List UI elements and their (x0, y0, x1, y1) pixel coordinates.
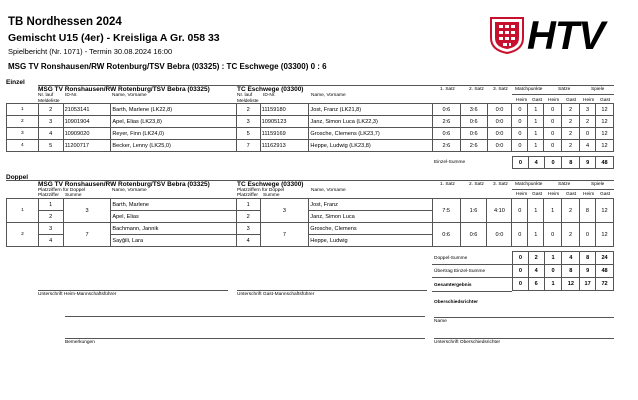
home-player-name: Reyer, Finn (LK24,0) (111, 128, 236, 140)
away-player-name: Jost, Franz (LK21,8) (309, 104, 433, 116)
set2: 0:6 (460, 116, 487, 128)
einzel-col-satz2: 2. Satz (469, 87, 484, 92)
einzel-heim-2: Heim (548, 98, 560, 103)
away-player-1: Jost, Franz (309, 199, 432, 211)
league-subtitle: Gemischt U15 (4er) - Kreisliga A Gr. 058 33 (8, 32, 220, 44)
home-platz-2: 4 (38, 235, 63, 247)
report-info: Spielbericht (Nr. 1071) - Termin 30.08.2024 16:00 (8, 47, 173, 56)
away-nr: 3 (236, 116, 260, 128)
away-platz-1: 1 (236, 199, 260, 211)
doppel-home-team: MSG TV Ronshausen/RW Rotenburg/TSV Bebra (03325) (38, 181, 210, 188)
doppel-sum-label: Doppel-Summe (434, 256, 468, 261)
doppel-carry-label: Übertrag Einzel-Summe (434, 269, 486, 274)
page-title: TB Nordhessen 2024 (8, 16, 122, 28)
doppel-heim-3: Heim (583, 192, 595, 197)
set2: 2:6 (460, 140, 487, 152)
home-nr: 2 (38, 104, 63, 116)
home-player-name: Becker, Lenny (LK25,0) (111, 140, 236, 152)
row-number: 3 (7, 128, 39, 140)
away-id: 11159169 (260, 128, 309, 140)
einzel-sum-table (512, 156, 614, 169)
doppel-row (7, 199, 614, 211)
einzel-sum-gh: 9 (580, 157, 596, 169)
match-guest: 1 (528, 140, 544, 152)
home-player-name: Apel, Elias (LK23,8) (111, 116, 236, 128)
einzel-col-saetze: Sätze (558, 87, 571, 92)
einzel-sum-gg: 48 (596, 157, 614, 169)
doppel-s1: 7:5 (432, 199, 460, 223)
einzel-sum-sg: 8 (562, 157, 580, 169)
einzel-col-spiele: Spiele (591, 87, 605, 92)
set1: 0:6 (432, 128, 460, 140)
doppel-col-satz3: 3. Satz (493, 182, 508, 187)
doppel-s2: 0:6 (460, 223, 487, 247)
home-player-2: Sayğili, Lara (111, 235, 236, 247)
doppel-row (7, 223, 614, 235)
total-gg: 72 (596, 278, 614, 291)
doppel-heim-1: Heim (516, 192, 528, 197)
row-number: 2 (7, 223, 39, 247)
away-player-2: Heppe, Ludwig (309, 235, 432, 247)
doppel-sg: 2 (562, 199, 580, 223)
carry-sh: 0 (544, 265, 562, 278)
set1: 0:6 (432, 104, 460, 116)
doppel-col-satz1: 1. Satz (440, 182, 455, 187)
einzel-sum-label: Einzel-Summe (434, 160, 466, 165)
einzel-row (7, 104, 614, 116)
total-sg: 12 (562, 278, 580, 291)
match-home: 0 (512, 104, 528, 116)
remarks-label: Bemerkungen (65, 340, 95, 345)
sets-home: 0 (544, 116, 562, 128)
einzel-row (7, 116, 614, 128)
home-id: 10901904 (63, 116, 111, 128)
home-platz-1: 1 (38, 199, 63, 211)
set3: 0:0 (487, 140, 512, 152)
referee-signature-label: Unterschrift Oberschiedsrichter (434, 340, 501, 345)
away-id: 11162913 (260, 140, 309, 152)
doppel-col-platzziffer: Platzziffer (38, 193, 59, 198)
games-home: 2 (580, 116, 596, 128)
doppel-gast-2: Gast (566, 192, 577, 197)
doppel-sum-gg: 24 (596, 252, 614, 265)
doppel-s1: 0:6 (432, 223, 460, 247)
einzel-heim-1: Heim (516, 98, 528, 103)
home-player-2: Apel, Elias (111, 211, 236, 223)
htv-logo-text: HTV (527, 14, 604, 58)
doppel-col-platz: Platzziffern für Doppel (38, 188, 86, 193)
einzel-home-team: MSG TV Ronshausen/RW Rotenburg/TSV Bebra (03325) (38, 86, 210, 93)
match-guest: 1 (528, 128, 544, 140)
doppel-away-team: TC Eschwege (03300) (237, 181, 304, 188)
doppel-col-saetze: Sätze (558, 182, 571, 187)
einzel-col-nr: Nr. lauf (38, 93, 54, 98)
set3: 0:0 (487, 104, 512, 116)
home-player-1: Bachmann, Jannik (111, 223, 236, 235)
home-captain-signature-label: Unterschrift Heim-Mannschaftsführer (38, 292, 117, 297)
sets-guest: 2 (562, 140, 580, 152)
doppel-mg: 1 (528, 223, 544, 247)
einzel-row (7, 140, 614, 152)
away-id: 11159180 (260, 104, 309, 116)
home-id: 10909020 (63, 128, 111, 140)
match-guest: 1 (528, 104, 544, 116)
games-guest: 12 (595, 104, 613, 116)
einzel-gast-2: Gast (566, 98, 577, 103)
doppel-col-summe: Summe (65, 193, 82, 198)
set1: 2:6 (432, 116, 460, 128)
away-player-2: Janz, Simon Luca (309, 211, 432, 223)
doppel-gg: 12 (595, 199, 613, 223)
away-nr: 7 (236, 140, 260, 152)
sets-home: 0 (544, 140, 562, 152)
einzel-away-col-id: ID-Nr. (263, 93, 276, 98)
einzel-col-name: Name, Vorname (112, 93, 147, 98)
einzel-sum-sh: 0 (544, 157, 562, 169)
sets-home: 0 (544, 104, 562, 116)
einzel-label: Einzel (6, 79, 25, 86)
doppel-s3: 4:10 (487, 199, 512, 223)
einzel-col-satz1: 1. Satz (440, 87, 455, 92)
total-mg: 6 (528, 278, 544, 291)
match-guest: 1 (528, 116, 544, 128)
einzel-row (7, 128, 614, 140)
doppel-mh: 0 (512, 223, 528, 247)
doppel-s3: 0:0 (487, 223, 512, 247)
home-platz-2: 2 (38, 211, 63, 223)
home-sum: 7 (63, 223, 111, 247)
referee-name-label: Name (434, 319, 447, 324)
doppel-sum-table (512, 251, 614, 291)
doppel-sh: 1 (544, 199, 562, 223)
doppel-table (6, 198, 614, 247)
doppel-sum-mh: 0 (513, 252, 529, 265)
doppel-gast-3: Gast (600, 192, 611, 197)
einzel-away-col-nr: Nr. lauf (237, 93, 253, 98)
match-home: 0 (512, 140, 528, 152)
einzel-gast-3: Gast (600, 98, 611, 103)
home-platz-1: 3 (38, 223, 63, 235)
home-player-name: Barth, Marlene (LK22,8) (111, 104, 236, 116)
home-id: 21053141 (63, 104, 111, 116)
match-title: MSG TV Ronshausen/RW Rotenburg/TSV Bebra (03325) : TC Eschwege (03300) 0 : 6 (8, 62, 327, 71)
row-number: 1 (7, 199, 39, 223)
doppel-col-name: Name, Vorname (112, 188, 147, 193)
einzel-col-matchpunkte: Matchpunkte (515, 87, 543, 92)
doppel-col-matchpunkte: Matchpunkte (515, 182, 543, 187)
doppel-sum-mg: 2 (528, 252, 544, 265)
games-home: 4 (580, 140, 596, 152)
doppel-col-satz2: 2. Satz (469, 182, 484, 187)
set3: 0:0 (487, 116, 512, 128)
set3: 0:0 (487, 128, 512, 140)
away-sum: 3 (260, 199, 309, 223)
doppel-sum-sg: 4 (562, 252, 580, 265)
away-platz-2: 4 (236, 235, 260, 247)
set2: 3:6 (460, 104, 487, 116)
carry-sg: 8 (562, 265, 580, 278)
sets-home: 0 (544, 128, 562, 140)
home-sum: 3 (63, 199, 111, 223)
doppel-gast-1: Gast (532, 192, 543, 197)
away-platz-1: 3 (236, 223, 260, 235)
home-id: 11200717 (63, 140, 111, 152)
einzel-table (6, 103, 614, 152)
total-gh: 17 (580, 278, 596, 291)
row-number: 1 (7, 104, 39, 116)
games-guest: 12 (595, 128, 613, 140)
einzel-away-team: TC Eschwege (03300) (237, 86, 304, 93)
carry-gg: 48 (596, 265, 614, 278)
doppel-total-label: Gesamtergebnis (434, 283, 472, 288)
einzel-col-id: ID-Nr. (65, 93, 78, 98)
match-home: 0 (512, 128, 528, 140)
row-number: 4 (7, 140, 39, 152)
carry-gh: 9 (580, 265, 596, 278)
einzel-sum-mg: 4 (528, 157, 544, 169)
away-nr: 2 (236, 104, 260, 116)
einzel-col-satz3: 3. Satz (493, 87, 508, 92)
doppel-away-col-platzziffer: Platzziffer (237, 193, 258, 198)
games-guest: 12 (595, 116, 613, 128)
doppel-sh: 0 (544, 223, 562, 247)
away-sum: 7 (260, 223, 309, 247)
einzel-away-col-name: Name, Vorname (311, 93, 346, 98)
doppel-away-col-name: Name, Vorname (311, 188, 346, 193)
sets-guest: 2 (562, 116, 580, 128)
doppel-gg: 12 (595, 223, 613, 247)
home-nr: 4 (38, 128, 63, 140)
games-guest: 12 (595, 140, 613, 152)
total-sh: 1 (544, 278, 562, 291)
doppel-s2: 1:6 (460, 199, 487, 223)
doppel-away-col-platz: Platzziffern für Doppel (237, 188, 285, 193)
carry-mh: 0 (513, 265, 529, 278)
away-player-1: Grosche, Clemens (309, 223, 432, 235)
doppel-label: Doppel (6, 174, 29, 181)
einzel-away-col-meldeliste: Meldeliste (237, 99, 259, 104)
away-player-name: Heppe, Ludwig (LK23,8) (309, 140, 433, 152)
games-home: 0 (580, 128, 596, 140)
doppel-mh: 0 (512, 199, 528, 223)
home-nr: 5 (38, 140, 63, 152)
set2: 0:6 (460, 128, 487, 140)
set1: 2:6 (432, 140, 460, 152)
doppel-gh: 0 (580, 223, 596, 247)
einzel-gast-1: Gast (532, 98, 543, 103)
doppel-gh: 8 (580, 199, 596, 223)
doppel-heim-2: Heim (548, 192, 560, 197)
games-home: 3 (580, 104, 596, 116)
total-mh: 0 (513, 278, 529, 291)
home-nr: 3 (38, 116, 63, 128)
away-nr: 5 (236, 128, 260, 140)
away-captain-signature-label: Unterschrift Gast-Mannschaftsführer (237, 292, 315, 297)
sets-guest: 2 (562, 104, 580, 116)
einzel-heim-3: Heim (583, 98, 595, 103)
away-player-name: Janz, Simon Luca (LK22,3) (309, 116, 433, 128)
doppel-col-spiele: Spiele (591, 182, 605, 187)
away-id: 10905123 (260, 116, 309, 128)
doppel-away-col-summe: Summe (263, 193, 280, 198)
doppel-mg: 1 (528, 199, 544, 223)
doppel-sum-gh: 8 (580, 252, 596, 265)
einzel-col-meldeliste: Meldeliste (38, 99, 60, 104)
hessen-lion-icon (489, 16, 525, 54)
carry-mg: 4 (528, 265, 544, 278)
doppel-sum-sh: 1 (544, 252, 562, 265)
sets-guest: 2 (562, 128, 580, 140)
match-home: 0 (512, 116, 528, 128)
doppel-sg: 2 (562, 223, 580, 247)
referee-title: Oberschiedsrichter (434, 300, 478, 305)
row-number: 2 (7, 116, 39, 128)
home-player-1: Barth, Marlene (111, 199, 236, 211)
einzel-sum-mh: 0 (513, 157, 529, 169)
away-player-name: Grosche, Clemens (LK23,7) (309, 128, 433, 140)
away-platz-2: 2 (236, 211, 260, 223)
